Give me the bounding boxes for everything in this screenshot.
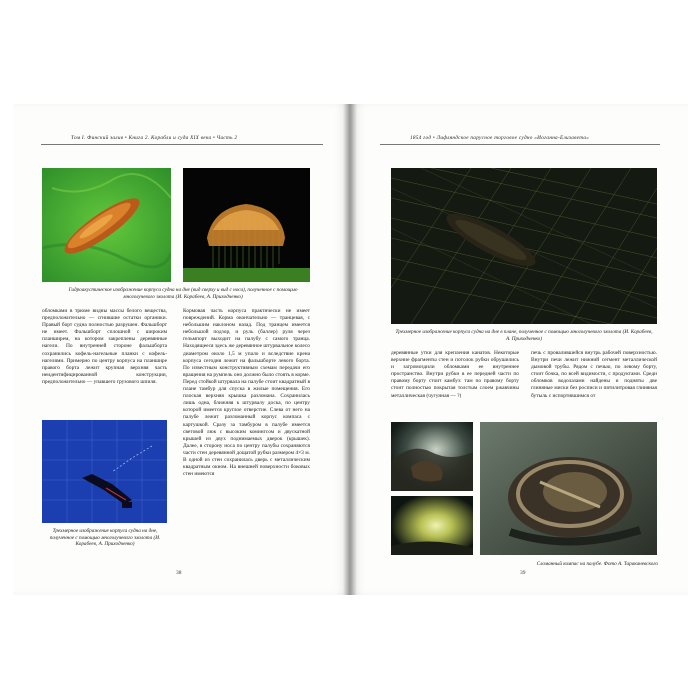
page-number-left: 38 (176, 570, 182, 576)
right-page (350, 104, 688, 595)
broken-compass-photo (480, 422, 657, 555)
figure-caption-top-right: Трехмерное изображение корпуса судна на дне в плане, полученное с помощью многолучевого эхолота (И. Корабеев, А. Приходченко) (395, 329, 653, 342)
underwater-photo-small-bottom (391, 496, 473, 555)
header-rule-left (41, 144, 323, 145)
left-page (13, 104, 350, 595)
right-column-1-text: деревянные утки для крепления канатов. Некоторые верхние фрагменты стен и потолок рубки обрушились и загромоздили обломками ее внутреннее пространство. Внутри рубки в ее передней части по правому борту стоит камбуз: там по правому борту стоит полностью покрытая толстым слоем ржавчины металлическая (чугунная — ?) (391, 350, 519, 399)
left-column-1-text: обломками в трюме видны массы белого вещества, предположительно — сгнившие остатки органики. Правый борт судна полностью разрушен. Фальшборт не имеет. Фальшборт сплошной с широким планширем, на котором закреплены деревянные нагели. По внутренней стороне фальшборта сохранились кофель-нагельные планки с кофель-нагелями. Примерно по центру корпуса на планшире правого борта лежит крупная верхняя часть неидентифицированной конструкции, предположительно — упавшего грузового шпиля. (42, 308, 167, 385)
book-spine-shadow (343, 104, 357, 595)
page-number-right: 39 (520, 570, 526, 576)
sonar-bow-view-image (183, 168, 310, 282)
header-rule-right (380, 144, 660, 145)
running-header-left: Том I. Финский залив • Книга 2. Корабли и суда XIX века • Часть 2 (71, 135, 238, 141)
sonar-plan-view-image (391, 168, 657, 324)
right-column-2-text: печь с провалившейся внутрь рабочей поверхностью. Внутри печи лежит нижний сегмент металлической дымовой трубы. Рядом с печью, по левому борту, стоит бочка, по всей видимости, с продуктами. Среди обломков водолазами найдены и подняты две глиняные миски без росписи и пятилитровая глиняная бутыль с испортившимся от (531, 350, 657, 399)
left-column-2-text: Кормовая часть корпуса практически не имеет повреждений. Корма окончательно — транцевая, с небольшим наклоном назад. Под транцем имеется небольшой подзор, и руль (баллер) руля через гельмпорт выходит на палубу с самого транца. Находящееся здесь же деревянное штурвальное колесо диаметром около 1,5 м упало и вследствие крена корпуса сегодня лежит на фальшборте левого борта. По известным конструктивным схемам передачи его вращения на румпель оно должно было стоять в корме. Перед стойкой штурвала на палубе стоит квадратный в плане тамбур для спуска в жилые помещения. Его плоская верхняя крышка разломана. Сохранилась лишь одна, ближняя к штурвалу доска, по центру которой имеется круглое отверстие. Слева от него на палубе лежит разломанный корпус компаса с картушкой. Сразу за тамбуром в палубе имеется световой люк с высоким комингсом и двускатной крышей из двух поднимаемых дверок (крышек). Далее, в сторону носа по центру палубы сохраняются части стен деревянной дощатой рубки размером 4×3 м. В одной из стен сохранилась дверь с металлическим квадратным окном. На внешней поверхности боковых стен имеются (183, 308, 310, 478)
underwater-photo-small-top (391, 422, 473, 491)
running-header-right: 1854 год • Лифляндское парусное торговое судно «Иоганна-Елизавета» (410, 135, 590, 141)
figure-caption-bottom-left: Трехмерное изображение корпуса судна на дне, полученное с помощью многолучевого эхолота (И. Корабеев, А. Приходченко) (49, 528, 161, 548)
sonar-top-view-image (42, 168, 171, 282)
figure-caption-top-left: Гидроакустическое изображение корпуса судна на дне (вид сверху и вид с носа), полученное с помощью многолучевого эхолота (И. Корабеев, А. Приходченко) (68, 287, 298, 300)
sonar-3d-blue-image (42, 420, 167, 523)
figure-caption-bottom-right: Сломанный компас на палубе. Фото А. Тараканевского (536, 561, 658, 567)
